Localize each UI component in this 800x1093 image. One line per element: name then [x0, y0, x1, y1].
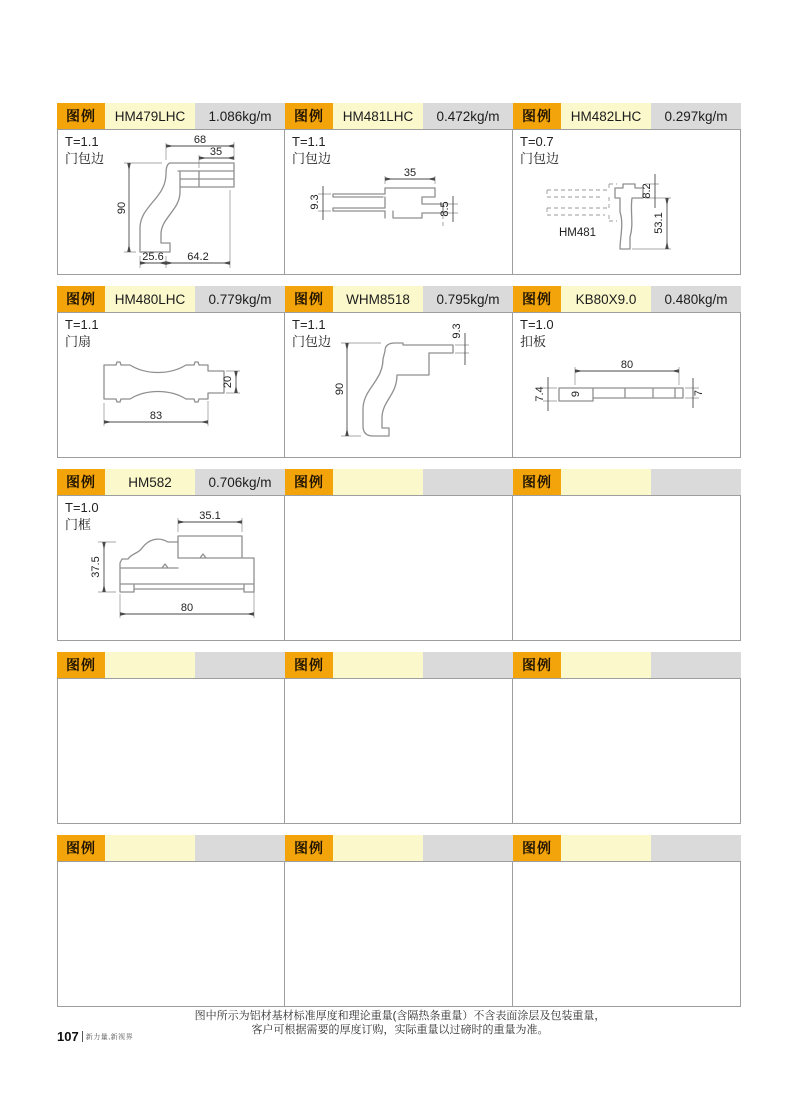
- model-label: [105, 835, 195, 861]
- spec-block: [520, 133, 559, 167]
- cell-header: [513, 469, 741, 495]
- legend-badge: 图例: [57, 286, 105, 312]
- weight-label: 0.706kg/m: [195, 469, 285, 495]
- legend-badge: 图例: [285, 835, 333, 861]
- profile-cell-empty: [57, 652, 285, 824]
- dim-label: 35.1: [199, 510, 221, 522]
- dim-label: 25.6: [142, 251, 164, 263]
- cell-header: [513, 652, 741, 678]
- legend-badge: 图例: [57, 835, 105, 861]
- dim-label: 7: [693, 389, 705, 397]
- profile-cell-hm582: [57, 469, 285, 641]
- mating-profile-label: HM481: [559, 227, 597, 239]
- cell-header: [285, 652, 513, 678]
- grid-row-5: [57, 835, 741, 1007]
- extension-lines: [341, 343, 469, 436]
- thickness-label: T=0.7: [520, 134, 554, 149]
- profile-cell-hm481lhc: [285, 103, 513, 275]
- profile-cell-empty: [513, 652, 741, 824]
- cell-body: [57, 495, 285, 641]
- weight-label: [423, 469, 513, 495]
- dim-label: 83: [149, 410, 163, 422]
- dim-label: 64.2: [187, 251, 209, 263]
- cell-body: [513, 495, 741, 641]
- profile-type-label: 门包边: [292, 334, 332, 349]
- dim-label: 9.3: [309, 194, 321, 210]
- legend-badge: 图例: [285, 103, 333, 129]
- weight-label: [651, 469, 741, 495]
- profile-type-label: 门包边: [292, 151, 332, 166]
- mating-profile-dashed: [547, 184, 617, 221]
- dim-label: 90: [334, 382, 346, 396]
- grid-row-4: [57, 652, 741, 824]
- profile-type-label: 门包边: [520, 151, 560, 166]
- profile-cell-empty: [57, 835, 285, 1007]
- cell-body: [57, 861, 285, 1007]
- profile-cell-empty: [513, 835, 741, 1007]
- legend-badge: 图例: [513, 652, 561, 678]
- model-label: HM480LHC: [105, 286, 195, 312]
- cell-header: [513, 835, 741, 861]
- legend-badge: 图例: [285, 652, 333, 678]
- model-label: HM582: [105, 469, 195, 495]
- cell-header: [513, 286, 741, 312]
- cell-body: [57, 312, 285, 458]
- profile-grid: [57, 103, 741, 1018]
- weight-label: [423, 835, 513, 861]
- weight-label: [195, 835, 285, 861]
- model-label: HM482LHC: [561, 103, 651, 129]
- profile-outline: [363, 343, 453, 436]
- dim-label: 20: [222, 375, 234, 389]
- cell-body: [57, 129, 285, 275]
- weight-label: 1.086kg/m: [195, 103, 285, 129]
- cell-header: [285, 103, 513, 129]
- legend-badge: 图例: [57, 103, 105, 129]
- dim-label: 9.3: [451, 323, 463, 339]
- profile-cell-empty: [285, 835, 513, 1007]
- thickness-label: T=1.1: [65, 134, 99, 149]
- spec-block: [292, 133, 331, 167]
- page-number-divider: [82, 1031, 83, 1042]
- cell-body: [285, 678, 513, 824]
- model-label: [333, 652, 423, 678]
- model-label: [333, 469, 423, 495]
- model-label: [333, 835, 423, 861]
- cell-header: [57, 469, 285, 495]
- cell-body: [285, 129, 513, 275]
- grid-row-1: [57, 103, 741, 275]
- weight-label: 0.472kg/m: [423, 103, 513, 129]
- legend-badge: 图例: [285, 286, 333, 312]
- dim-label: 9: [570, 390, 582, 398]
- thickness-label: T=1.1: [65, 317, 99, 332]
- cell-header: [285, 469, 513, 495]
- thickness-label: T=1.1: [292, 317, 326, 332]
- profile-cell-hm479lhc: [57, 103, 285, 275]
- cell-body: [285, 312, 513, 458]
- cell-header: [513, 103, 741, 129]
- profile-outline: [615, 184, 643, 249]
- cell-body: [285, 495, 513, 641]
- spec-block: [65, 316, 99, 350]
- model-label: HM479LHC: [105, 103, 195, 129]
- dim-label: 8.2: [641, 183, 653, 199]
- weight-label: [195, 652, 285, 678]
- profile-outline: [104, 362, 224, 402]
- model-label: [561, 652, 651, 678]
- grid-row-2: [57, 286, 741, 458]
- footer-note-line1: 图中所示为铝材基材标准厚度和理论重量(含隔热条重量）不含表面涂层及包装重量，: [194, 1010, 606, 1022]
- profile-outline: [120, 536, 254, 592]
- cell-header: [57, 652, 285, 678]
- dim-label: 37.5: [90, 556, 102, 578]
- profile-cell-kb80x90: [513, 286, 741, 458]
- spec-block: [520, 316, 554, 350]
- cell-body: [57, 678, 285, 824]
- spec-block: [65, 133, 104, 167]
- thickness-label: T=1.0: [520, 317, 554, 332]
- profile-cell-whm8518: [285, 286, 513, 458]
- legend-badge: 图例: [513, 835, 561, 861]
- weight-label: [651, 652, 741, 678]
- weight-label: 0.795kg/m: [423, 286, 513, 312]
- cell-header: [285, 835, 513, 861]
- legend-badge: 图例: [285, 469, 333, 495]
- thickness-label: T=1.1: [292, 134, 326, 149]
- model-label: [561, 469, 651, 495]
- legend-badge: 图例: [513, 469, 561, 495]
- cell-body: [513, 312, 741, 458]
- profile-type-label: 扣板: [520, 334, 547, 349]
- profile-cell-hm482lhc: [513, 103, 741, 275]
- weight-label: 0.779kg/m: [195, 286, 285, 312]
- profile-type-label: 门扇: [65, 334, 92, 349]
- cell-header: [57, 835, 285, 861]
- cell-body: [285, 861, 513, 1007]
- dim-label: 80: [620, 359, 634, 371]
- cell-header: [57, 103, 285, 129]
- cell-header: [285, 286, 513, 312]
- cell-body: [513, 678, 741, 824]
- profile-outline: [333, 188, 443, 218]
- legend-badge: 图例: [513, 286, 561, 312]
- weight-label: 0.480kg/m: [651, 286, 741, 312]
- profile-type-label: 门包边: [65, 151, 105, 166]
- weight-label: [651, 835, 741, 861]
- spec-block: [292, 316, 331, 350]
- model-label: KB80X9.0: [561, 286, 651, 312]
- profile-type-label: 门框: [65, 517, 92, 532]
- grid-row-3: [57, 469, 741, 641]
- cell-body: [513, 861, 741, 1007]
- cell-body: [513, 129, 741, 275]
- profile-cell-hm480lhc: [57, 286, 285, 458]
- dim-label: 53.1: [653, 212, 665, 234]
- weight-label: [423, 652, 513, 678]
- model-label: [561, 835, 651, 861]
- dim-label: 68: [193, 134, 207, 146]
- dim-label: 7.4: [534, 386, 546, 402]
- spec-block: [65, 499, 99, 533]
- thickness-label: T=1.0: [65, 500, 99, 515]
- profile-cell-empty: [285, 652, 513, 824]
- dim-label: 80: [180, 602, 194, 614]
- dim-label: 35: [209, 146, 223, 158]
- legend-badge: 图例: [513, 103, 561, 129]
- weight-label: 0.297kg/m: [651, 103, 741, 129]
- profile-outline: [140, 163, 234, 252]
- model-label: HM481LHC: [333, 103, 423, 129]
- page-slogan: 新力量,新视界: [85, 1033, 134, 1041]
- legend-badge: 图例: [57, 469, 105, 495]
- dim-label: 8.5: [439, 201, 451, 217]
- footer-note-line2: 客户可根据需要的厚度订购，实际重量以过磅时的重量为准。: [251, 1024, 549, 1036]
- profile-cell-empty: [513, 469, 741, 641]
- dim-label: 35: [403, 167, 417, 179]
- cell-header: [57, 286, 285, 312]
- legend-badge: 图例: [57, 652, 105, 678]
- page-number-block: [57, 1029, 133, 1044]
- profile-cell-empty: [285, 469, 513, 641]
- page-number: 107: [57, 1029, 79, 1044]
- model-label: [105, 652, 195, 678]
- model-label: WHM8518: [333, 286, 423, 312]
- dim-label: 90: [116, 201, 128, 215]
